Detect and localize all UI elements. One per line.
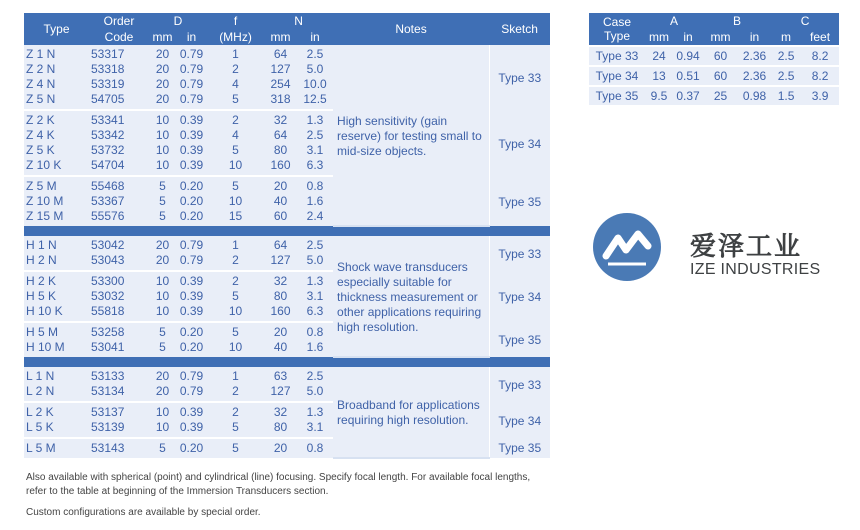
cell-d-mm: 10 xyxy=(149,110,176,128)
cell-d-in: 0.79 xyxy=(176,62,207,77)
case-row xyxy=(589,66,839,86)
cell-sketch: Type 35 xyxy=(489,176,550,226)
case-row xyxy=(589,86,839,105)
cell-d-mm: 20 xyxy=(149,77,176,92)
cell-n-in: 0.8 xyxy=(297,176,333,194)
cell-n-in: 3.1 xyxy=(297,420,333,438)
cell-f-mhz: 10 xyxy=(207,158,264,176)
table-row xyxy=(24,367,550,384)
cell-d-mm: 5 xyxy=(149,194,176,209)
cell-d-mm: 5 xyxy=(149,340,176,357)
cell-sketch: Type 34 xyxy=(489,110,550,176)
cell-d-in: 0.39 xyxy=(176,304,207,322)
case-header-type xyxy=(589,13,645,46)
case-cell-a-in: 0.37 xyxy=(673,86,703,105)
cell-f-mhz: 5 xyxy=(207,420,264,438)
cell-f-mhz: 1 xyxy=(207,45,264,62)
cell-sketch: Type 33 xyxy=(489,367,550,402)
case-cell-a-mm: 13 xyxy=(645,66,673,86)
header-code: Code xyxy=(89,28,149,45)
cell-d-mm: 20 xyxy=(149,384,176,402)
cell-d-in: 0.39 xyxy=(176,289,207,304)
header-n-mm: mm xyxy=(264,28,297,45)
case-header-b-in: in xyxy=(738,29,771,46)
header-f: f xyxy=(207,13,264,28)
case-cell-b-mm: 60 xyxy=(703,46,738,66)
cell-d-mm: 10 xyxy=(149,420,176,438)
cell-f-mhz: 10 xyxy=(207,194,264,209)
case-header-a-mm: mm xyxy=(645,29,673,46)
cell-f-mhz: 2 xyxy=(207,271,264,289)
cell-order-code: 53134 xyxy=(89,384,149,402)
cell-d-in: 0.20 xyxy=(176,438,207,458)
cell-notes: Shock wave transducers especially suitable for thickness measurement or other applications requiring high resolution. xyxy=(333,236,489,357)
cell-n-in: 10.0 xyxy=(297,77,333,92)
cell-sketch: Type 34 xyxy=(489,402,550,438)
cell-sketch: Type 33 xyxy=(489,236,550,271)
case-cell-b-in: 0.98 xyxy=(738,86,771,105)
case-header-b: B xyxy=(703,13,771,29)
cell-n-in: 1.3 xyxy=(297,271,333,289)
case-header-c-m: m xyxy=(771,29,801,46)
cell-d-mm: 20 xyxy=(149,92,176,110)
cell-n-mm: 64 xyxy=(264,45,297,62)
header-order: Order xyxy=(89,13,149,28)
cell-type: H 10 K xyxy=(24,304,89,322)
case-rows xyxy=(589,46,839,105)
cell-n-in: 3.1 xyxy=(297,143,333,158)
cell-order-code: 53367 xyxy=(89,194,149,209)
cell-f-mhz: 5 xyxy=(207,322,264,340)
cell-order-code: 53041 xyxy=(89,340,149,357)
case-header-case: Case xyxy=(602,15,631,29)
cell-n-mm: 32 xyxy=(264,402,297,420)
cell-d-in: 0.79 xyxy=(176,384,207,402)
header-n-in: in xyxy=(297,28,333,45)
case-cell-b-in: 2.36 xyxy=(738,66,771,86)
cell-order-code: 53133 xyxy=(89,367,149,384)
cell-order-code: 53137 xyxy=(89,402,149,420)
cell-f-mhz: 10 xyxy=(207,304,264,322)
cell-n-mm: 60 xyxy=(264,209,297,226)
case-cell-type: Type 33 xyxy=(589,46,645,66)
cell-type: L 5 K xyxy=(24,420,89,438)
cell-n-in: 2.5 xyxy=(297,45,333,62)
case-cell-b-mm: 25 xyxy=(703,86,738,105)
cell-n-mm: 63 xyxy=(264,367,297,384)
cell-sketch: Type 35 xyxy=(489,438,550,458)
header-d-mm: mm xyxy=(149,28,176,45)
case-cell-b-mm: 60 xyxy=(703,66,738,86)
cell-d-mm: 5 xyxy=(149,438,176,458)
cell-type: L 1 N xyxy=(24,367,89,384)
cell-order-code: 53341 xyxy=(89,110,149,128)
brand-name-en: IZE INDUSTRIES xyxy=(690,261,821,278)
case-cell-c-m: 2.5 xyxy=(771,46,801,66)
group-separator xyxy=(24,357,550,367)
transducer-rows xyxy=(24,45,550,458)
case-header-row-1 xyxy=(589,13,839,29)
cell-d-in: 0.79 xyxy=(176,236,207,253)
cell-sketch: Type 33 xyxy=(489,45,550,110)
case-cell-c-feet: 3.9 xyxy=(801,86,839,105)
cell-f-mhz: 4 xyxy=(207,128,264,143)
cell-order-code: 53043 xyxy=(89,253,149,271)
cell-d-in: 0.39 xyxy=(176,128,207,143)
cell-order-code: 54705 xyxy=(89,92,149,110)
cell-type: Z 5 K xyxy=(24,143,89,158)
cell-d-in: 0.39 xyxy=(176,110,207,128)
cell-type: H 2 N xyxy=(24,253,89,271)
footnote-3: Custom configurations are available by special order. xyxy=(26,507,261,518)
cell-n-in: 0.8 xyxy=(297,438,333,458)
cell-f-mhz: 1 xyxy=(207,367,264,384)
cell-n-in: 5.0 xyxy=(297,384,333,402)
cell-d-mm: 20 xyxy=(149,62,176,77)
header-sketch: Sketch xyxy=(489,13,550,45)
table-row xyxy=(24,45,550,62)
cell-n-in: 5.0 xyxy=(297,62,333,77)
cell-d-in: 0.39 xyxy=(176,143,207,158)
cell-f-mhz: 2 xyxy=(207,62,264,77)
cell-d-in: 0.20 xyxy=(176,322,207,340)
table-row xyxy=(24,236,550,253)
cell-n-in: 0.8 xyxy=(297,322,333,340)
cell-n-mm: 127 xyxy=(264,253,297,271)
cell-notes: High sensitivity (gain reserve) for testing small to mid-size objects. xyxy=(333,45,489,226)
cell-order-code: 53300 xyxy=(89,271,149,289)
cell-n-in: 2.5 xyxy=(297,128,333,143)
cell-n-in: 1.6 xyxy=(297,340,333,357)
cell-n-mm: 32 xyxy=(264,110,297,128)
cell-d-mm: 10 xyxy=(149,158,176,176)
cell-n-in: 3.1 xyxy=(297,289,333,304)
case-cell-c-feet: 8.2 xyxy=(801,46,839,66)
header-n: N xyxy=(264,13,333,28)
cell-type: H 2 K xyxy=(24,271,89,289)
header-d-in: in xyxy=(176,28,207,45)
cell-n-in: 2.4 xyxy=(297,209,333,226)
cell-d-mm: 5 xyxy=(149,209,176,226)
cell-type: L 5 M xyxy=(24,438,89,458)
cell-d-in: 0.79 xyxy=(176,77,207,92)
cell-type: Z 15 M xyxy=(24,209,89,226)
case-cell-c-feet: 8.2 xyxy=(801,66,839,86)
cell-order-code: 53032 xyxy=(89,289,149,304)
cell-order-code: 53139 xyxy=(89,420,149,438)
case-header-c: C xyxy=(771,13,839,29)
cell-n-mm: 20 xyxy=(264,176,297,194)
cell-n-mm: 20 xyxy=(264,322,297,340)
cell-f-mhz: 2 xyxy=(207,402,264,420)
case-cell-a-in: 0.51 xyxy=(673,66,703,86)
cell-order-code: 53342 xyxy=(89,128,149,143)
cell-n-mm: 80 xyxy=(264,289,297,304)
case-header-a: A xyxy=(645,13,703,29)
cell-order-code: 53042 xyxy=(89,236,149,253)
cell-d-mm: 5 xyxy=(149,176,176,194)
cell-type: Z 5 N xyxy=(24,92,89,110)
cell-n-mm: 160 xyxy=(264,158,297,176)
cell-d-in: 0.39 xyxy=(176,420,207,438)
cell-type: H 10 M xyxy=(24,340,89,357)
cell-f-mhz: 2 xyxy=(207,384,264,402)
cell-d-in: 0.20 xyxy=(176,209,207,226)
cell-sketch: Type 35 xyxy=(489,322,550,357)
cell-n-mm: 127 xyxy=(264,384,297,402)
header-type: Type xyxy=(24,13,89,45)
case-header-type-label: Type xyxy=(603,29,630,43)
cell-n-mm: 160 xyxy=(264,304,297,322)
cell-f-mhz: 5 xyxy=(207,92,264,110)
cell-order-code: 54704 xyxy=(89,158,149,176)
cell-d-mm: 20 xyxy=(149,45,176,62)
cell-d-in: 0.79 xyxy=(176,92,207,110)
case-cell-a-mm: 9.5 xyxy=(645,86,673,105)
cell-d-mm: 10 xyxy=(149,304,176,322)
cell-type: Z 10 M xyxy=(24,194,89,209)
cell-d-in: 0.20 xyxy=(176,340,207,357)
cell-f-mhz: 5 xyxy=(207,143,264,158)
cell-type: Z 10 K xyxy=(24,158,89,176)
case-cell-c-m: 1.5 xyxy=(771,86,801,105)
cell-type: Z 4 K xyxy=(24,128,89,143)
cell-type: L 2 N xyxy=(24,384,89,402)
cell-f-mhz: 2 xyxy=(207,110,264,128)
cell-type: H 5 K xyxy=(24,289,89,304)
cell-d-mm: 5 xyxy=(149,322,176,340)
cell-order-code: 53732 xyxy=(89,143,149,158)
cell-n-mm: 80 xyxy=(264,420,297,438)
cell-n-mm: 254 xyxy=(264,77,297,92)
case-row xyxy=(589,46,839,66)
cell-order-code: 55818 xyxy=(89,304,149,322)
case-cell-c-m: 2.5 xyxy=(771,66,801,86)
footnote-1: Also available with spherical (point) and cylindrical (line) focusing. Specify focal length. For available focal lengths, xyxy=(26,472,531,483)
case-cell-b-in: 2.36 xyxy=(738,46,771,66)
cell-d-mm: 10 xyxy=(149,289,176,304)
cell-d-in: 0.20 xyxy=(176,194,207,209)
case-cell-a-in: 0.94 xyxy=(673,46,703,66)
cell-f-mhz: 15 xyxy=(207,209,264,226)
cell-type: L 2 K xyxy=(24,402,89,420)
cell-d-mm: 10 xyxy=(149,128,176,143)
cell-d-in: 0.39 xyxy=(176,158,207,176)
cell-notes: Broadband for applications requiring high resolution. xyxy=(333,367,489,458)
case-header-c-feet: feet xyxy=(801,29,839,46)
cell-n-mm: 64 xyxy=(264,236,297,253)
cell-f-mhz: 5 xyxy=(207,438,264,458)
brand-name-cn: 爱泽工业 xyxy=(690,232,803,262)
cell-n-in: 2.5 xyxy=(297,367,333,384)
cell-n-mm: 20 xyxy=(264,438,297,458)
cell-d-in: 0.79 xyxy=(176,45,207,62)
cell-n-in: 1.6 xyxy=(297,194,333,209)
cell-n-in: 6.3 xyxy=(297,158,333,176)
cell-order-code: 53317 xyxy=(89,45,149,62)
case-header-a-in: in xyxy=(673,29,703,46)
cell-d-in: 0.79 xyxy=(176,253,207,271)
case-table xyxy=(589,13,839,105)
cell-n-mm: 80 xyxy=(264,143,297,158)
cell-f-mhz: 10 xyxy=(207,340,264,357)
cell-type: Z 1 N xyxy=(24,45,89,62)
footnote-2: refer to the table at beginning of the Immersion Transducers section. xyxy=(26,486,329,497)
cell-type: Z 2 K xyxy=(24,110,89,128)
cell-d-in: 0.39 xyxy=(176,271,207,289)
header-d: D xyxy=(149,13,207,28)
cell-type: Z 2 N xyxy=(24,62,89,77)
cell-n-mm: 40 xyxy=(264,194,297,209)
cell-d-mm: 20 xyxy=(149,367,176,384)
cell-n-in: 12.5 xyxy=(297,92,333,110)
header-notes: Notes xyxy=(333,13,489,45)
case-header-b-mm: mm xyxy=(703,29,738,46)
cell-n-in: 6.3 xyxy=(297,304,333,322)
case-cell-a-mm: 24 xyxy=(645,46,673,66)
case-cell-type: Type 34 xyxy=(589,66,645,86)
cell-order-code: 55576 xyxy=(89,209,149,226)
cell-d-mm: 10 xyxy=(149,402,176,420)
cell-n-mm: 40 xyxy=(264,340,297,357)
cell-f-mhz: 5 xyxy=(207,289,264,304)
cell-f-mhz: 2 xyxy=(207,253,264,271)
cell-n-mm: 64 xyxy=(264,128,297,143)
ize-logo-icon xyxy=(592,212,662,282)
cell-d-mm: 20 xyxy=(149,236,176,253)
cell-n-in: 2.5 xyxy=(297,236,333,253)
cell-order-code: 53258 xyxy=(89,322,149,340)
cell-n-in: 5.0 xyxy=(297,253,333,271)
cell-d-in: 0.39 xyxy=(176,402,207,420)
cell-f-mhz: 5 xyxy=(207,176,264,194)
cell-d-mm: 10 xyxy=(149,271,176,289)
group-separator xyxy=(24,226,550,236)
cell-n-mm: 318 xyxy=(264,92,297,110)
cell-d-mm: 20 xyxy=(149,253,176,271)
cell-n-in: 1.3 xyxy=(297,110,333,128)
cell-n-in: 1.3 xyxy=(297,402,333,420)
cell-d-mm: 10 xyxy=(149,143,176,158)
cell-type: Z 5 M xyxy=(24,176,89,194)
cell-f-mhz: 1 xyxy=(207,236,264,253)
cell-order-code: 53143 xyxy=(89,438,149,458)
case-cell-type: Type 35 xyxy=(589,86,645,105)
cell-d-in: 0.20 xyxy=(176,176,207,194)
cell-sketch: Type 34 xyxy=(489,271,550,322)
cell-n-mm: 127 xyxy=(264,62,297,77)
cell-type: H 5 M xyxy=(24,322,89,340)
cell-type: Z 4 N xyxy=(24,77,89,92)
cell-f-mhz: 4 xyxy=(207,77,264,92)
cell-order-code: 53318 xyxy=(89,62,149,77)
cell-order-code: 53319 xyxy=(89,77,149,92)
cell-order-code: 55468 xyxy=(89,176,149,194)
cell-type: H 1 N xyxy=(24,236,89,253)
cell-n-mm: 32 xyxy=(264,271,297,289)
header-f-mhz: (MHz) xyxy=(207,28,264,45)
transducer-table xyxy=(24,13,550,459)
header-row-1 xyxy=(24,13,550,28)
cell-d-in: 0.79 xyxy=(176,367,207,384)
